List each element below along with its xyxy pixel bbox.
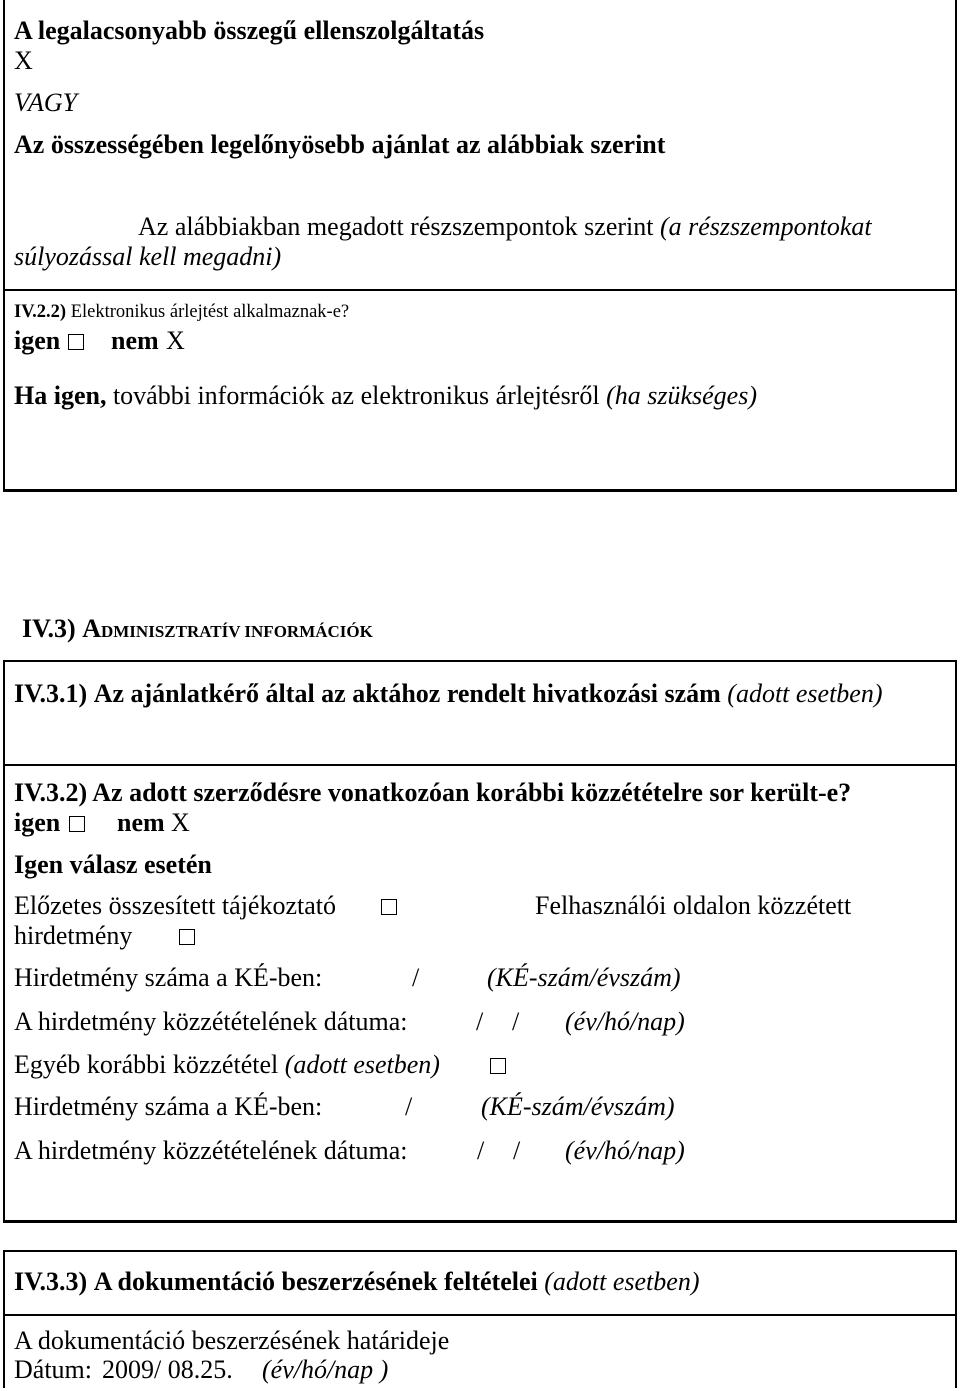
notice-date-format: (év/hó/nap) — [565, 1136, 685, 1165]
auction-info-text: további információk az elektronikus árlejtésről — [112, 381, 600, 410]
documentation-heading — [14, 1267, 699, 1297]
prev-no-label: nem — [117, 808, 165, 837]
auction-info-note: (ha szükséges) — [606, 381, 757, 410]
other-publication-line — [14, 1050, 440, 1080]
previous-publication-text: Az adott szerződésre vonatkozóan korábbi közzétételre sor került-e? — [92, 778, 852, 807]
notice-date-label: A hirdetmény közzétételének dátuma: — [14, 1007, 408, 1036]
other-publication-checkbox-icon — [490, 1058, 506, 1074]
subcriteria-note: (a részszempontokat — [659, 212, 872, 241]
documentation-note: (adott esetben) — [544, 1267, 700, 1296]
auction-info-lead: Ha igen, — [14, 381, 107, 410]
other-publication-label: Egyéb korábbi közzététel — [14, 1050, 279, 1079]
notice-date-separator: / — [477, 1136, 485, 1165]
admin-section-number: IV.3) — [22, 614, 76, 643]
admin-section-title: ADMINISZTRATÍV INFORMÁCIÓK — [82, 614, 373, 643]
documentation-number: IV.3.3) — [14, 1267, 88, 1296]
section-divider — [3, 1314, 957, 1316]
subcriteria-note-cont: súlyozással kell megadni) — [14, 242, 282, 271]
subcriteria-line — [138, 212, 872, 242]
auction-yes-checkbox-icon — [68, 334, 84, 350]
notice-number-separator: / — [405, 1092, 413, 1121]
section-divider — [3, 289, 957, 291]
auction-no-label: nem — [111, 326, 159, 355]
subcriteria-text: Az alábbiakban megadott részszempontok szerint — [138, 212, 654, 241]
prior-info-label: Előzetes összesített tájékoztató — [14, 891, 336, 920]
prev-no-mark: X — [171, 808, 190, 837]
notice-date-separator: / — [476, 1007, 484, 1036]
notice-number-format: (KÉ-szám/évszám) — [487, 963, 681, 992]
auction-question-line — [14, 297, 349, 327]
auction-no-mark: X — [166, 326, 185, 355]
documentation-deadline-label: A dokumentáció beszerzésének határideje — [14, 1326, 450, 1355]
documentation-date-label: Dátum: — [14, 1355, 92, 1384]
buyer-profile-label-cont: hirdetmény — [14, 921, 133, 950]
prev-yes-label: igen — [14, 808, 61, 837]
notice-date-label: A hirdetmény közzétételének dátuma: — [14, 1136, 408, 1165]
prior-info-checkbox-icon — [381, 899, 397, 915]
file-reference-number: IV.3.1) — [14, 679, 88, 708]
prev-yes-checkbox-icon — [69, 816, 85, 832]
lowest-price-mark: X — [14, 46, 33, 75]
auction-info-line — [14, 381, 757, 411]
most-advantageous-label: Az összességében legelőnyösebb ajánlat az alábbiak szerint — [14, 130, 666, 159]
notice-number-separator: / — [412, 963, 420, 992]
if-yes-label: Igen válasz esetén — [14, 850, 212, 879]
file-reference-line — [14, 679, 883, 709]
notice-date-separator: / — [513, 1136, 521, 1165]
buyer-profile-checkbox-icon — [179, 929, 195, 945]
file-reference-note: (adott esetben) — [727, 679, 883, 708]
notice-date-separator: / — [512, 1007, 520, 1036]
lowest-price-label: A legalacsonyabb összegű ellenszolgáltatás — [14, 16, 485, 45]
section-number: IV.2.2) — [14, 302, 67, 322]
previous-publication-number: IV.3.2) — [14, 778, 88, 807]
section-divider — [3, 764, 957, 766]
notice-date-format: (év/hó/nap) — [565, 1007, 685, 1036]
file-reference-label: Az ajánlatkérő által az aktához rendelt hivatkozási szám — [93, 679, 721, 708]
auction-question: Elektronikus árlejtést alkalmaznak-e? — [70, 302, 350, 322]
documentation-title: A dokumentáció beszerzésének feltételei — [93, 1267, 538, 1296]
notice-number-label: Hirdetmény száma a KÉ-ben: — [14, 963, 323, 992]
notice-number-label: Hirdetmény száma a KÉ-ben: — [14, 1092, 323, 1121]
auction-yes-label: igen — [14, 326, 61, 355]
other-publication-note: (adott esetben) — [284, 1050, 440, 1079]
documentation-date-value: 2009/ 08.25. — [102, 1355, 233, 1384]
or-label: VAGY — [14, 88, 78, 117]
buyer-profile-label: Felhasználói oldalon közzétett — [535, 891, 852, 920]
admin-section-heading — [22, 614, 373, 647]
documentation-date-format: (év/hó/nap ) — [262, 1355, 389, 1384]
notice-number-format: (KÉ-szám/évszám) — [481, 1092, 675, 1121]
previous-publication-question — [14, 778, 851, 808]
